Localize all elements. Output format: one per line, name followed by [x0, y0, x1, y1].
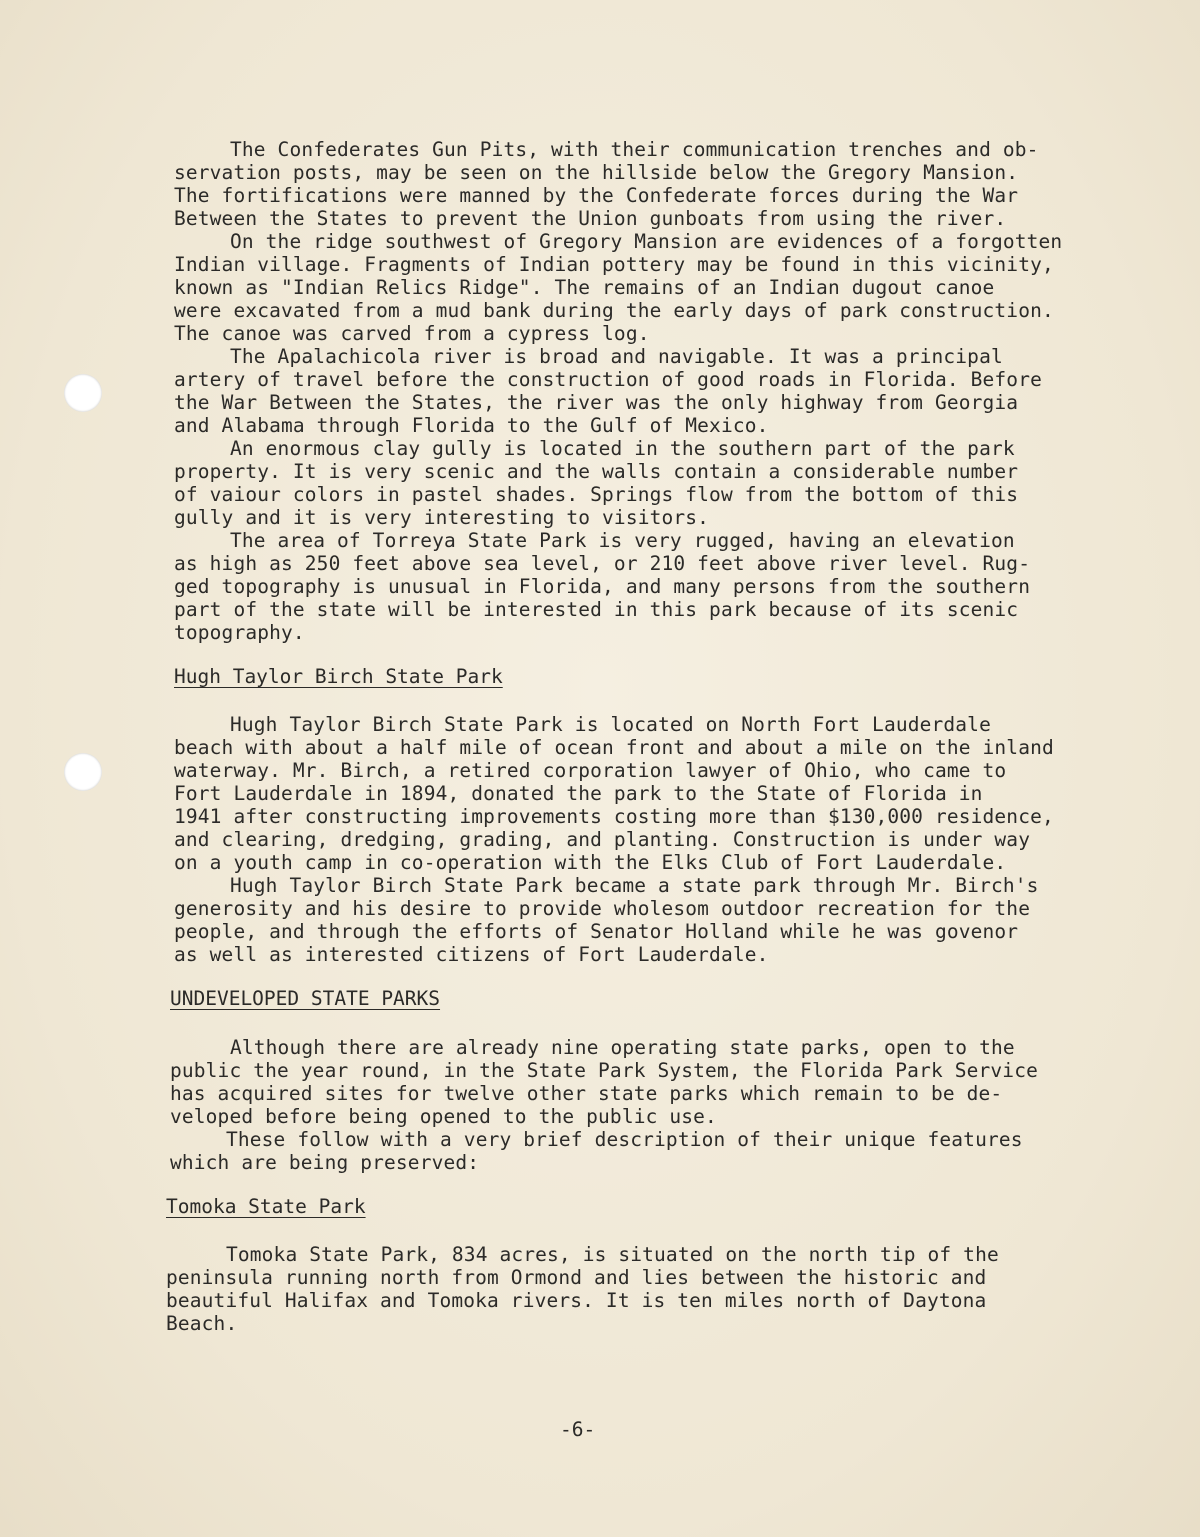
text-line: servation posts, may be seen on the hillside below the Gregory Mansion.	[174, 161, 1019, 184]
text-line: known as "Indian Relics Ridge". The remains of an Indian dugout canoe	[174, 276, 995, 299]
text-line: has acquired sites for twelve other state parks which remain to be de-	[170, 1082, 1003, 1105]
text-line: Hugh Taylor Birch State Park is located on North Fort Lauderdale	[230, 713, 991, 736]
text-line: 1941 after constructing improvements costing more than $130,000 residence,	[174, 805, 1054, 828]
text-line: Fort Lauderdale in 1894, donated the park to the State of Florida in	[174, 782, 983, 805]
text-line: public the year round, in the State Park System, the Florida Park Service	[170, 1059, 1038, 1082]
text-line: Between the States to prevent the Union gunboats from using the river.	[174, 207, 1007, 230]
text-line: Tomoka State Park, 834 acres, is situated on the north tip of the	[226, 1243, 999, 1266]
text-line: The area of Torreya State Park is very rugged, having an elevation	[230, 529, 1015, 552]
text-line: Indian village. Fragments of Indian pottery may be found in this vicinity,	[174, 253, 1054, 276]
text-line: which are being preserved:	[170, 1151, 480, 1174]
text-line: beautiful Halifax and Tomoka rivers. It is ten miles north of Daytona	[166, 1289, 987, 1312]
text-line: The Apalachicola river is broad and navigable. It was a principal	[230, 345, 1003, 368]
text-line: and clearing, dredging, grading, and planting. Construction is under way	[174, 828, 1031, 851]
text-line: An enormous clay gully is located in the southern part of the park	[230, 437, 1015, 460]
section-heading: Tomoka State Park	[166, 1195, 366, 1218]
text-line: The fortifications were manned by the Confederate forces during the War	[174, 184, 1019, 207]
text-line: as high as 250 feet above sea level, or 210 feet above river level. Rug-	[174, 552, 1031, 575]
text-line: on a youth camp in co-operation with the Elks Club of Fort Lauderdale.	[174, 851, 1007, 874]
text-line: The Confederates Gun Pits, with their communication trenches and ob-	[230, 138, 1039, 161]
text-line: property. It is very scenic and the walls contain a considerable number	[174, 460, 1019, 483]
text-line: and Alabama through Florida to the Gulf of Mexico.	[174, 414, 769, 437]
text-line: artery of travel before the construction of good roads in Florida. Before	[174, 368, 1042, 391]
page-number: -6-	[560, 1418, 596, 1441]
text-line: On the ridge southwest of Gregory Mansion are evidences of a forgotten	[230, 230, 1063, 253]
text-line: of vaiour colors in pastel shades. Springs flow from the bottom of this	[174, 483, 1019, 506]
text-line: gully and it is very interesting to visitors.	[174, 506, 710, 529]
text-line: The canoe was carved from a cypress log.	[174, 322, 650, 345]
text-line: Beach.	[166, 1312, 238, 1335]
section-heading: Hugh Taylor Birch State Park	[174, 665, 503, 688]
text-line: generosity and his desire to provide wholesom outdoor recreation for the	[174, 897, 1031, 920]
section-heading: UNDEVELOPED STATE PARKS	[170, 987, 441, 1010]
text-line: part of the state will be interested in this park because of its scenic	[174, 598, 1019, 621]
text-line: These follow with a very brief description of their unique features	[226, 1128, 1023, 1151]
text-line: peninsula running north from Ormond and lies between the historic and	[166, 1266, 987, 1289]
text-line: ged topography is unusual in Florida, and many persons from the southern	[174, 575, 1031, 598]
text-line: waterway. Mr. Birch, a retired corporation lawyer of Ohio, who came to	[174, 759, 1007, 782]
text-line: beach with about a half mile of ocean front and about a mile on the inland	[174, 736, 1054, 759]
text-line: were excavated from a mud bank during the early days of park construction.	[174, 299, 1054, 322]
text-line: as well as interested citizens of Fort Lauderdale.	[174, 943, 769, 966]
punch-hole-top	[64, 374, 102, 412]
punch-hole-bottom	[64, 753, 102, 791]
text-line: Hugh Taylor Birch State Park became a state park through Mr. Birch's	[230, 874, 1039, 897]
text-line: topography.	[174, 621, 305, 644]
text-line: people, and through the efforts of Senator Holland while he was govenor	[174, 920, 1019, 943]
text-line: veloped before being opened to the public use.	[170, 1105, 717, 1128]
text-line: Although there are already nine operating state parks, open to the	[230, 1036, 1015, 1059]
text-line: the War Between the States, the river was the only highway from Georgia	[174, 391, 1019, 414]
